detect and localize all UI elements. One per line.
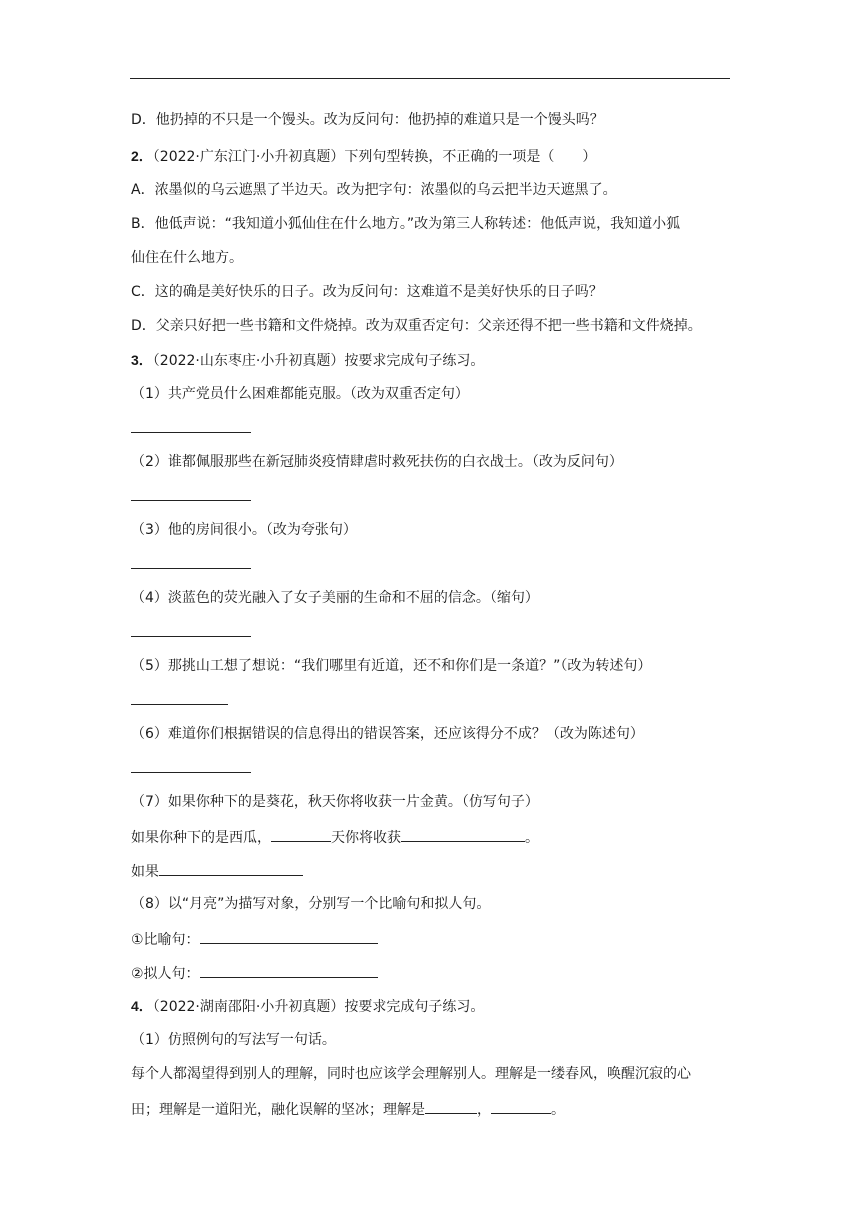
fill-a-blank-1[interactable] (271, 826, 331, 842)
question-3-stem (131, 350, 484, 371)
simile-label: ①比喻句： (131, 932, 200, 948)
personification-blank[interactable] (200, 962, 378, 978)
question-2-stem (131, 146, 596, 167)
fill-a-prefix: 如果你种下的是西瓜， (131, 830, 271, 846)
fill-a-end: 。 (525, 830, 539, 846)
q1-option-d: D．他扔掉的不只是一个馒头。改为反问句：他扔掉的难道只是一个馒头吗？ (131, 112, 604, 128)
q3-item-8-simile (131, 928, 378, 950)
example-blank-2[interactable] (491, 1098, 551, 1114)
simile-blank[interactable] (200, 928, 378, 944)
question-4-text: （2022·湖南邵阳·小升初真题）按要求完成句子练习。 (152, 999, 485, 1015)
q3-item-1: （1）共产党员什么困难都能克服。（改为双重否定句） (131, 386, 469, 402)
question-4-number: 4． (131, 998, 153, 1014)
q3-item-8-personification (131, 962, 378, 984)
q2-option-b-line1: B．他低声说：“我知道小狐仙住在什么地方。”改为第三人称转述：他低声说，我知道小狐 (131, 216, 681, 232)
q2-option-a: A．浓墨似的乌云遮黑了半边天。改为把字句：浓墨似的乌云把半边天遮黑了。 (131, 182, 617, 198)
q3-item-4: （4）淡蓝色的荧光融入了女子美丽的生命和不屈的信念。（缩句） (131, 590, 539, 606)
q4-example-line1: 每个人都渴望得到别人的理解，同时也应该学会理解别人。理解是一缕春风，唤醒沉寂的心 (131, 1066, 691, 1082)
question-2-number: 2． (131, 148, 153, 164)
q3-item-2: （2）谁都佩服那些在新冠肺炎疫情肆虐时救死扶伤的白衣战士。（改为反问句） (131, 454, 623, 470)
q4-item-1: （1）仿照例句的写法写一句话。 (131, 1032, 336, 1048)
fill-b-prefix: 如果 (131, 864, 159, 880)
example-prefix: 田；理解是一道阳光，融化误解的坚冰；理解是 (131, 1102, 425, 1118)
q3-item-7-fill-b (131, 860, 303, 882)
q2-option-c: C．这的确是美好快乐的日子。改为反问句：这难道不是美好快乐的日子吗？ (131, 284, 603, 300)
q3-item-1-answer-line[interactable] (131, 432, 251, 433)
q2-option-b-line2: 仙住在什么地方。 (131, 250, 243, 266)
personification-label: ②拟人句： (131, 966, 200, 982)
q2-option-d: D．父亲只好把一些书籍和文件烧掉。改为双重否定句：父亲还得不把一些书籍和文件烧掉。 (131, 318, 702, 334)
example-comma: ， (477, 1102, 491, 1118)
q3-item-7-fill-a (131, 826, 539, 848)
fill-a-middle: 天你将收获 (331, 830, 401, 846)
q4-example-line2 (131, 1098, 565, 1120)
q3-item-4-answer-line[interactable] (131, 636, 251, 637)
fill-a-blank-2[interactable] (401, 826, 525, 842)
q3-item-3-answer-line[interactable] (131, 568, 251, 569)
q3-item-2-answer-line[interactable] (131, 500, 251, 501)
question-2-text: （2022·广东江门·小升初真题）下列句型转换，不正确的一项是（ ） (152, 149, 597, 165)
q3-item-5: （5）那挑山工想了想说：“我们哪里有近道，还不和你们是一条道？”（改为转述句） (131, 658, 652, 674)
q3-item-7: （7）如果你种下的是葵花，秋天你将收获一片金黄。（仿写句子） (131, 794, 539, 810)
question-3-number: 3． (131, 352, 153, 368)
q3-item-3: （3）他的房间很小。（改为夸张句） (131, 522, 357, 538)
question-3-text: （2022·山东枣庄·小升初真题）按要求完成句子练习。 (152, 353, 485, 369)
q3-item-6: （6）难道你们根据错误的信息得出的错误答案，还应该得分不成？（改为陈述句） (131, 726, 644, 742)
question-4-stem (131, 996, 484, 1017)
example-end: 。 (551, 1102, 565, 1118)
q3-item-6-answer-line[interactable] (131, 772, 251, 773)
header-rule (130, 78, 730, 79)
example-blank-1[interactable] (425, 1098, 477, 1114)
fill-b-blank[interactable] (159, 860, 303, 876)
q3-item-5-answer-line[interactable] (131, 704, 228, 705)
q3-item-8: （8）以“月亮”为描写对象，分别写一个比喻句和拟人句。 (131, 896, 491, 912)
